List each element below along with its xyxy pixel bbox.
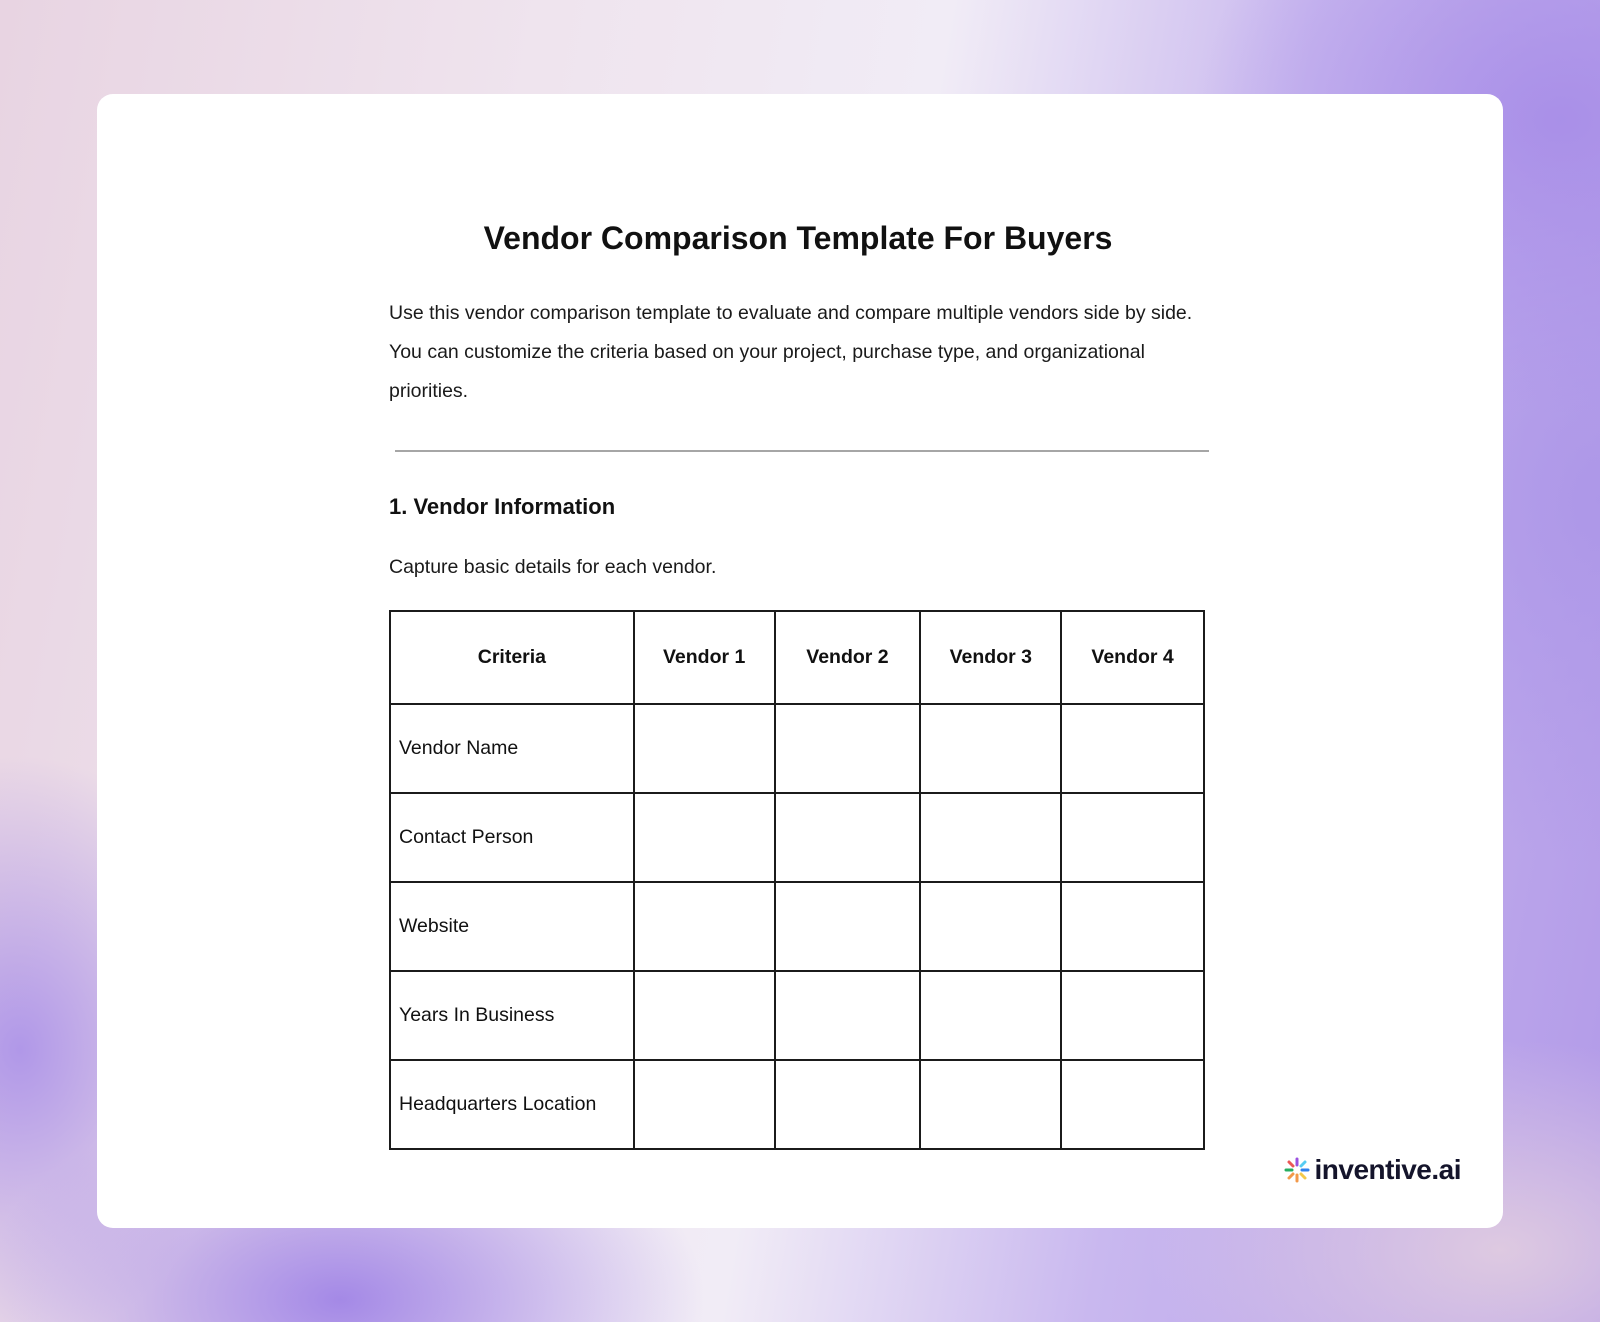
vendor-cell [775,793,921,882]
column-header-vendor-2: Vendor 2 [775,611,921,704]
document-card [97,94,1503,1228]
table-row [390,971,1204,1060]
criteria-cell: Headquarters Location [390,1060,634,1149]
logo-text: inventive.ai [1314,1154,1461,1185]
divider [395,450,1209,452]
vendor-cell [1061,704,1204,793]
table-row [390,882,1204,971]
section-description: Capture basic details for each vendor. [389,556,717,578]
table-header-row [390,611,1204,704]
criteria-cell: Vendor Name [390,704,634,793]
vendor-cell [1061,793,1204,882]
vendor-cell [920,971,1061,1060]
table-row [390,793,1204,882]
vendor-cell [634,882,775,971]
vendor-cell [920,704,1061,793]
column-header-vendor-1: Vendor 1 [634,611,775,704]
vendor-cell [1061,882,1204,971]
vendor-cell [775,1060,921,1149]
table-row [390,704,1204,793]
criteria-cell: Website [390,882,634,971]
column-header-vendor-4: Vendor 4 [1061,611,1204,704]
column-header-criteria: Criteria [390,611,634,704]
vendor-cell [920,1060,1061,1149]
column-header-vendor-3: Vendor 3 [920,611,1061,704]
vendor-cell [634,704,775,793]
section-title: 1. Vendor Information [389,494,616,519]
vendor-information-table [389,610,1205,1150]
vendor-cell [775,882,921,971]
intro-paragraph: Use this vendor comparison template to evaluate and compare multiple vendors side by side. You can customize the criteria based on your project, purchase type, and organizational priorities. [389,302,1193,402]
vendor-cell [1061,971,1204,1060]
page-title: Vendor Comparison Template For Buyers [483,220,1113,256]
criteria-cell: Contact Person [390,793,634,882]
vendor-cell [775,971,921,1060]
vendor-cell [920,882,1061,971]
table-row [390,1060,1204,1149]
vendor-cell [775,704,921,793]
vendor-cell [634,1060,775,1149]
criteria-cell: Years In Business [390,971,634,1060]
vendor-cell [1061,1060,1204,1149]
brand-logo [1284,1154,1461,1186]
vendor-cell [634,793,775,882]
sparkle-burst-icon [1284,1157,1310,1183]
vendor-cell [920,793,1061,882]
vendor-cell [634,971,775,1060]
